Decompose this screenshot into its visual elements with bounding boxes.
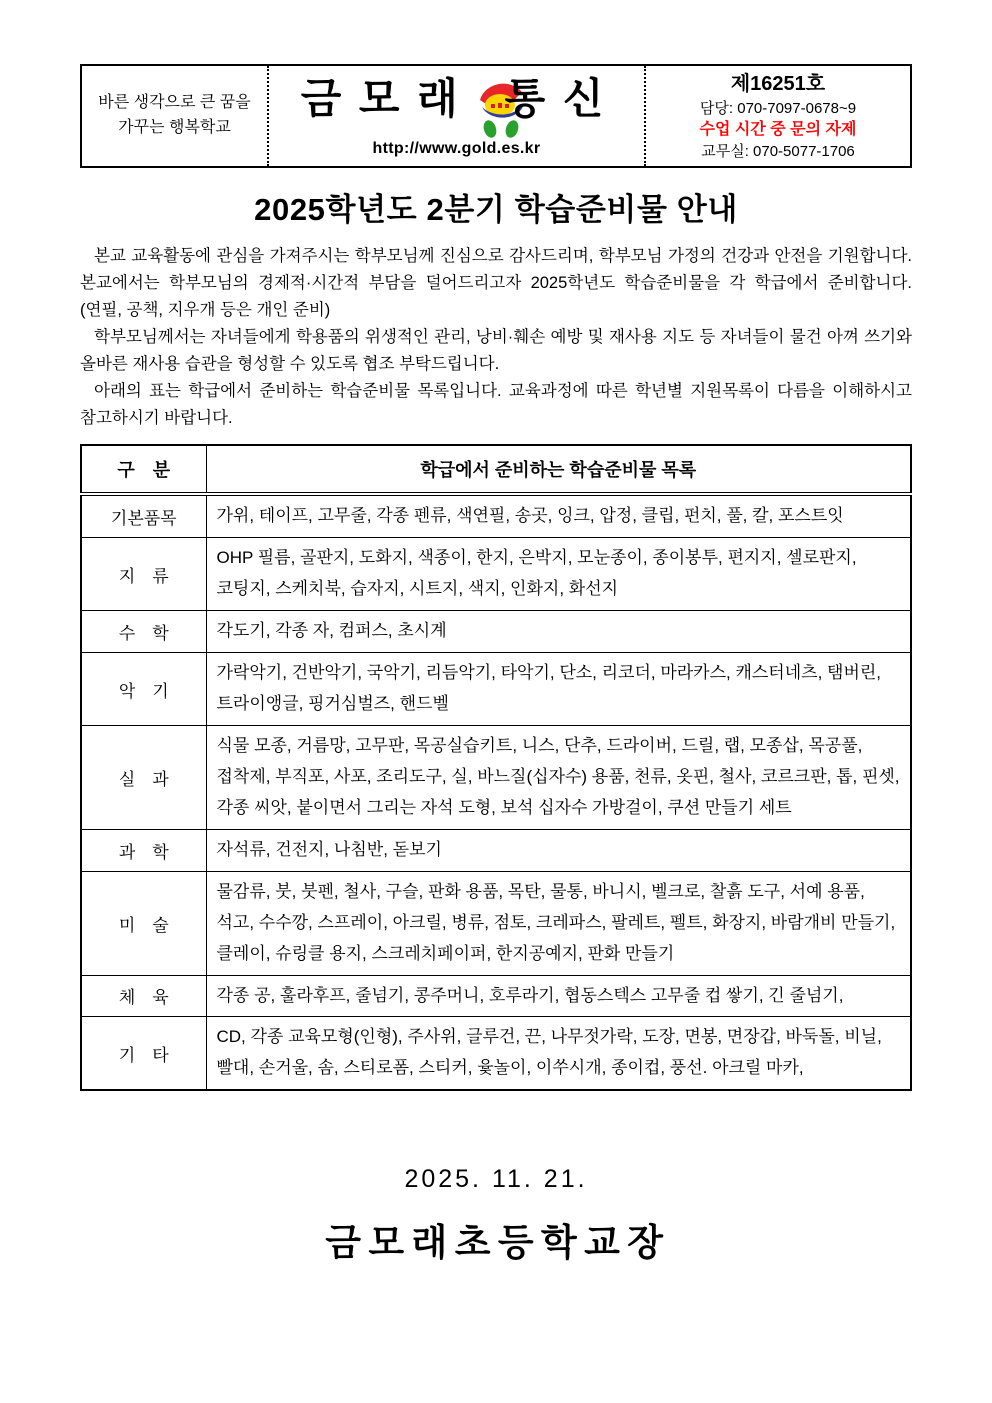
items-text: 식물 모종, 거름망, 고무판, 목공실습키트, 니스, 단추, 드라이버, 드릴, 랩, 모종삽, 목공풀, 접착제, 부직포, 사포, 조리도구, 실, 바느질(십자수) 용품, 천류, 옷핀, 철사, 코르크판, 톱, 핀셋, 각종 씨앗, 붙이면서 그리는 자석 도형, 보석 십자수 가방걸이, 쿠션 만들기 세트 [206,725,911,829]
table-row [81,1017,911,1090]
table-row [81,538,911,611]
table-row [81,871,911,975]
header-category: 구 분 [81,445,206,494]
items-text: 가락악기, 건반악기, 국악기, 리듬악기, 타악기, 단소, 리코더, 마라카스, 캐스터네츠, 탬버린, 트라이앵글, 핑거심벌즈, 핸드벨 [206,653,911,726]
header-items: 학급에서 준비하는 학습준비물 목록 [206,445,911,494]
items-text: CD, 각종 교육모형(인형), 주사위, 글루건, 끈, 나무젓가락, 도장, 면봉, 면장갑, 바둑돌, 비닐, 빨대, 손거울, 솜, 스티로폼, 스티커, 윷놀이, 이쑤시개, 종이컵, 풍선. 아크릴 마카, [206,1017,911,1090]
category-label: 실 과 [81,725,206,829]
supplies-table [80,444,912,1091]
call-etiquette-notice: 수업 시간 중 문의 자제 [699,120,857,138]
signature-block [80,1165,912,1266]
items-text: 각종 공, 훌라후프, 줄넘기, 콩주머니, 호루라기, 협동스텍스 고무줄 컵 쌓기, 긴 줄넘기, [206,975,911,1017]
category-label: 악 기 [81,653,206,726]
motto-line-2: 가꾸는 행복학교 [118,119,231,136]
masthead-issue-info [644,66,910,166]
category-label: 과 학 [81,829,206,871]
header-row [81,445,911,494]
issue-date: 2025. 11. 21. [404,1165,588,1194]
contact-phone: 담당: 070-7097-0678~9 [699,99,857,117]
items-text: 가위, 테이프, 고무줄, 각종 펜류, 색연필, 송곳, 잉크, 압정, 클립, 펀치, 풀, 칼, 포스트잇 [206,494,911,537]
paragraph-greeting: 본교 교육활동에 관심을 가져주시는 학부모님께 진심으로 감사드리며, 학부모님 가정의 건강과 안전을 기원합니다. 본교에서는 학부모님의 경제적·시간적 부담을 덜어드리고자 2025학년도 학습준비물을 각 학급에서 준비합니다. (연필, 공책, 지우개 등은 개인 준비) [80,247,912,320]
table-row [81,653,911,726]
table-row [81,829,911,871]
issue-number: 제16251호 [730,72,826,95]
category-label: 기본품목 [81,494,206,537]
table-row [81,494,911,537]
notice-body [80,243,912,432]
newsletter-title: 금모래 통신 [300,75,622,122]
supplies-table-body [81,494,911,1090]
masthead-center [269,66,644,166]
school-website: http://www.gold.es.kr [372,140,541,157]
motto-line-1: 바른 생각으로 큰 꿈을 [98,94,251,112]
document-title: 2025학년도 2분기 학습준비물 안내 [254,192,738,227]
table-row [81,611,911,653]
school-motto [82,66,269,166]
principal-signature: 금모래초등학교장 [325,1222,671,1264]
category-label: 체 육 [81,975,206,1017]
category-label: 지 류 [81,538,206,611]
items-text: 각도기, 각종 자, 컴퍼스, 초시계 [206,611,911,653]
office-phone: 교무실: 070-5077-1706 [701,143,855,161]
category-label: 수 학 [81,611,206,653]
table-row [81,725,911,829]
items-text: 자석류, 건전지, 나침반, 돋보기 [206,829,911,871]
masthead [80,64,912,168]
paragraph-request: 학부모님께서는 자녀들에게 학용품의 위생적인 관리, 낭비·훼손 예방 및 재사용 지도 등 자녀들이 물건 아껴 쓰기와 올바른 재사용 습관을 형성할 수 있도록 협조 부탁드립니다. [80,328,912,374]
table-row [81,975,911,1017]
paragraph-table-intro: 아래의 표는 학급에서 준비하는 학습준비물 목록입니다. 교육과정에 따른 학년별 지원목록이 다름을 이해하시고 참고하시기 바랍니다. [80,382,912,428]
category-label: 미 술 [81,871,206,975]
items-text: OHP 필름, 골판지, 도화지, 색종이, 한지, 은박지, 모눈종이, 종이봉투, 편지지, 셀로판지, 코팅지, 스케치북, 습자지, 시트지, 색지, 인화지, 화선지 [206,538,911,611]
items-text: 물감류, 붓, 붓펜, 철사, 구슬, 판화 용품, 목탄, 물통, 바니시, 벨크로, 찰흙 도구, 서예 용품, 석고, 수수깡, 스프레이, 아크릴, 병류, 점토, 크레파스, 팔레트, 펠트, 화장지, 바람개비 만들기, 클레이, 슈링클 용지, 스크레치페이퍼, 한지공예지, 판화 만들기 [206,871,911,975]
supplies-table-header [81,445,911,494]
category-label: 기 타 [81,1017,206,1090]
